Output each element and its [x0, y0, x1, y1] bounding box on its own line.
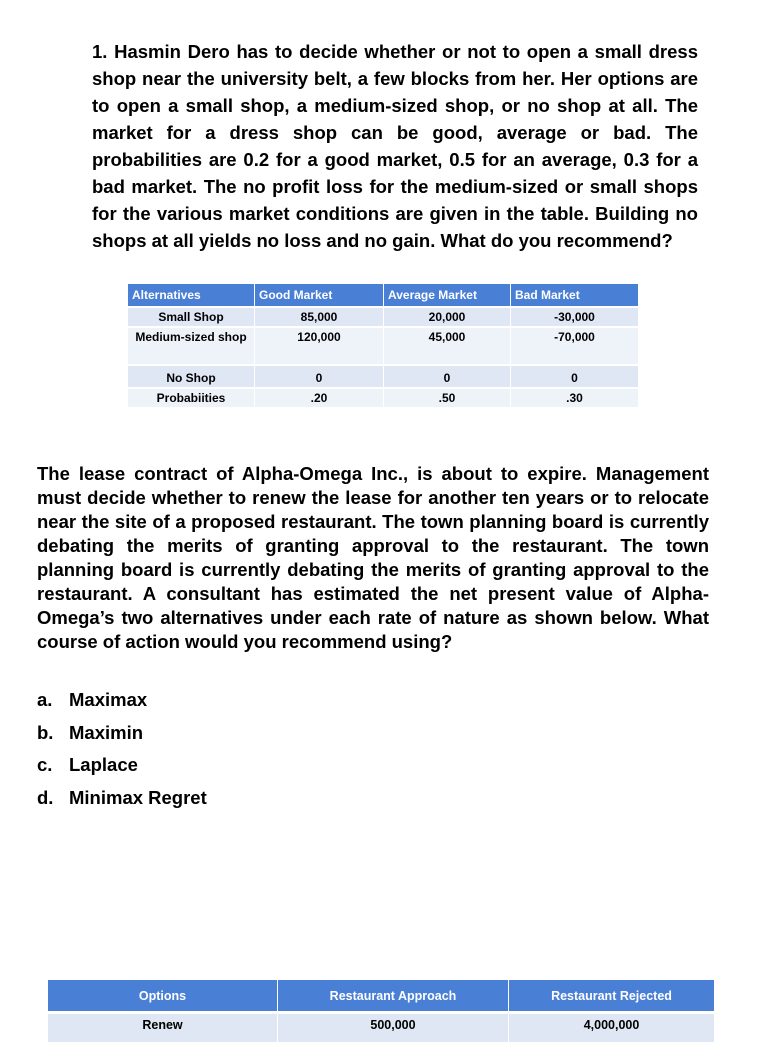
table-cell: 0	[384, 365, 511, 388]
table-cell: 120,000	[255, 327, 384, 365]
problem-2-text: The lease contract of Alpha-Omega Inc., is about to expire. Management must decide whether to renew the lease for another ten years or to relocate near the site of a proposed restaurant. The town planning board is currently debating the merits of granting approval to the restaurant. The town planning board is currently debating the merits of granting approval to the restaurant. A consultant has estimated the net present value of Alpha-Omega’s two alternatives under each rate of nature as shown below. What course of action would you recommend using?	[37, 462, 709, 654]
row-label: Probabiities	[128, 388, 255, 407]
col-header-bad-market: Bad Market	[511, 284, 639, 307]
criteria-list	[37, 688, 207, 818]
table-cell: 20,000	[384, 307, 511, 327]
table-row	[48, 1013, 715, 1042]
row-label: Small Shop	[128, 307, 255, 327]
table-cell: 85,000	[255, 307, 384, 327]
list-marker: b.	[37, 721, 69, 745]
col-header-average-market: Average Market	[384, 284, 511, 307]
table-row	[128, 365, 639, 388]
list-item	[37, 753, 207, 786]
row-label: Renew	[48, 1013, 278, 1042]
list-marker: a.	[37, 688, 69, 712]
col-header-options: Options	[48, 980, 278, 1013]
list-item-label: Maximax	[69, 689, 147, 710]
table-cell: 45,000	[384, 327, 511, 365]
row-label: No Shop	[128, 365, 255, 388]
list-item-label: Minimax Regret	[69, 787, 207, 808]
table-cell: .20	[255, 388, 384, 407]
list-marker: d.	[37, 786, 69, 810]
table-cell: -70,000	[511, 327, 639, 365]
table-row	[128, 327, 639, 365]
list-item-label: Maximin	[69, 722, 143, 743]
col-header-restaurant-rejected: Restaurant Rejected	[509, 980, 715, 1013]
table-header-row	[48, 980, 715, 1013]
table-row	[128, 307, 639, 327]
table-cell: 4,000,000	[509, 1013, 715, 1042]
list-item	[37, 721, 207, 754]
problem-1-text: 1. Hasmin Dero has to decide whether or not to open a small dress shop near the university belt, a few blocks from her. Her options are to open a small shop, a medium-sized shop, or no shop at all. The market for a dress shop can be good, average or bad. The probabilities are 0.2 for a good market, 0.5 for an average, 0.3 for a bad market. The no profit loss for the medium-sized or small shops for the various market conditions are given in the table. Building no shops at all yields no loss and no gain. What do you recommend?	[92, 38, 698, 254]
col-header-restaurant-approach: Restaurant Approach	[278, 980, 509, 1013]
table-cell: .30	[511, 388, 639, 407]
col-header-alternatives: Alternatives	[128, 284, 255, 307]
table-cell: 0	[255, 365, 384, 388]
list-item-label: Laplace	[69, 754, 138, 775]
row-label: Medium-sized shop	[128, 327, 255, 365]
table-header-row	[128, 284, 639, 307]
lease-payoff-table	[48, 980, 715, 1042]
list-marker: c.	[37, 753, 69, 777]
table-row	[128, 388, 639, 407]
col-header-good-market: Good Market	[255, 284, 384, 307]
table-cell: -30,000	[511, 307, 639, 327]
table-cell: 0	[511, 365, 639, 388]
list-item	[37, 688, 207, 721]
list-item	[37, 786, 207, 819]
table-cell: 500,000	[278, 1013, 509, 1042]
table-cell: .50	[384, 388, 511, 407]
shop-payoff-table	[128, 284, 639, 407]
